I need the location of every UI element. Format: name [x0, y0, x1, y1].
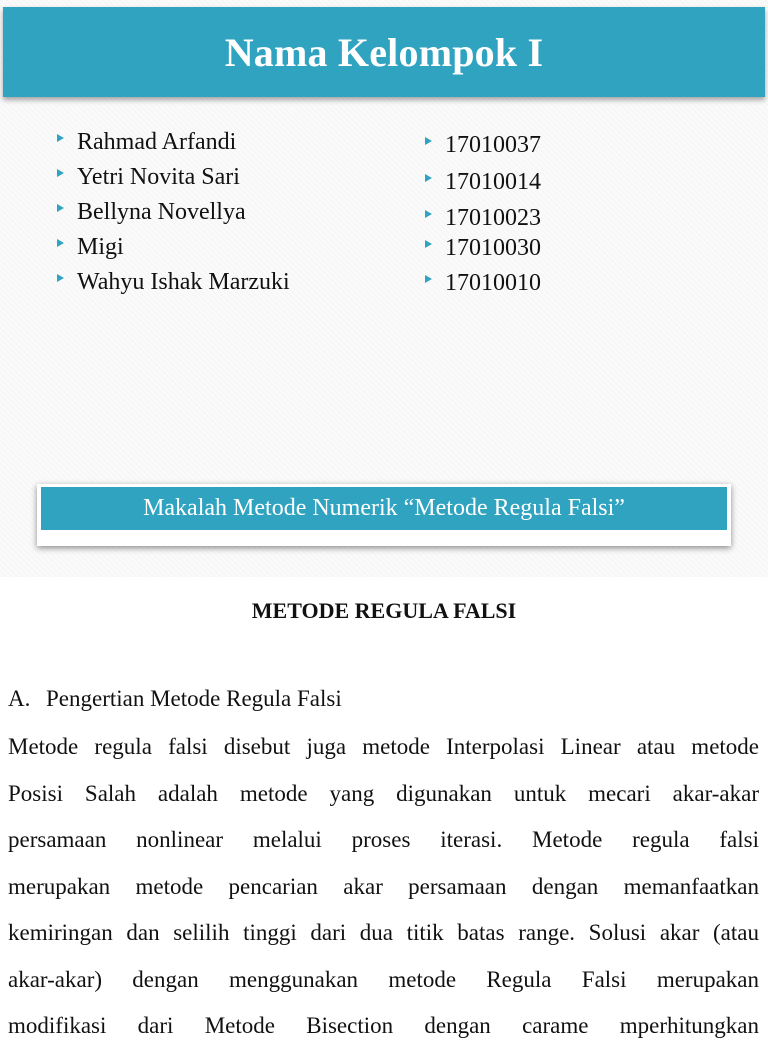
document-title: METODE REGULA FALSI [251, 598, 517, 623]
paragraph-line: persamaan nonlinear melalui proses iterasi. Metode regula falsi [8, 827, 759, 852]
member-name: Yetri Novita Sari [77, 164, 240, 190]
bullet-arrow-icon [57, 274, 64, 282]
member-id: 17010030 [445, 235, 541, 261]
member-id: 17010023 [445, 205, 541, 231]
section-label: A. [8, 686, 31, 711]
member-id: 17010014 [445, 169, 541, 195]
bullet-arrow-icon [57, 204, 64, 212]
slide-footer-inner [41, 487, 727, 530]
section-title: Pengertian Metode Regula Falsi [46, 686, 342, 711]
member-id: 17010010 [445, 270, 541, 296]
bullet-arrow-icon [57, 239, 64, 247]
bullet-arrow-icon [57, 134, 64, 142]
bullet-arrow-icon [425, 240, 432, 248]
slide-footer-bar [37, 484, 731, 546]
bullet-arrow-icon [425, 137, 432, 145]
member-name: Migi [77, 234, 124, 260]
body-paragraph [8, 730, 759, 1056]
section-heading [8, 686, 342, 712]
paragraph-line: Metode regula falsi disebut juga metode Interpolasi Linear atau metode [8, 734, 759, 759]
paragraph-line: merupakan metode pencarian akar persamaan dengan memanfaatkan [8, 873, 759, 899]
member-name: Bellyna Novellya [77, 199, 246, 225]
bullet-arrow-icon [425, 210, 432, 218]
bullet-arrow-icon [425, 174, 432, 182]
member-id: 17010037 [445, 132, 541, 158]
paragraph-line: akar-akar) dengan menggunakan metode Regula Falsi merupakan [8, 966, 759, 992]
member-name: Wahyu Ishak Marzuki [77, 269, 290, 295]
slide-title-bar [3, 7, 765, 97]
paragraph-line: modifikasi dari Metode Bisection dengan carame mperhitungkan [8, 1013, 759, 1038]
slide-footer-text: Makalah Metode Numerik “Metode Regula Falsi” [143, 495, 625, 521]
slide-title: Nama Kelompok I [224, 29, 544, 75]
bullet-arrow-icon [57, 169, 64, 177]
paragraph-line: Posisi Salah adalah metode yang digunakan untuk mecari akar-akar [8, 780, 759, 806]
paragraph-line: kemiringan dan selilih tinggi dari dua titik batas range. Solusi akar (atau [8, 920, 759, 945]
bullet-arrow-icon [425, 275, 432, 283]
member-name: Rahmad Arfandi [77, 129, 237, 155]
